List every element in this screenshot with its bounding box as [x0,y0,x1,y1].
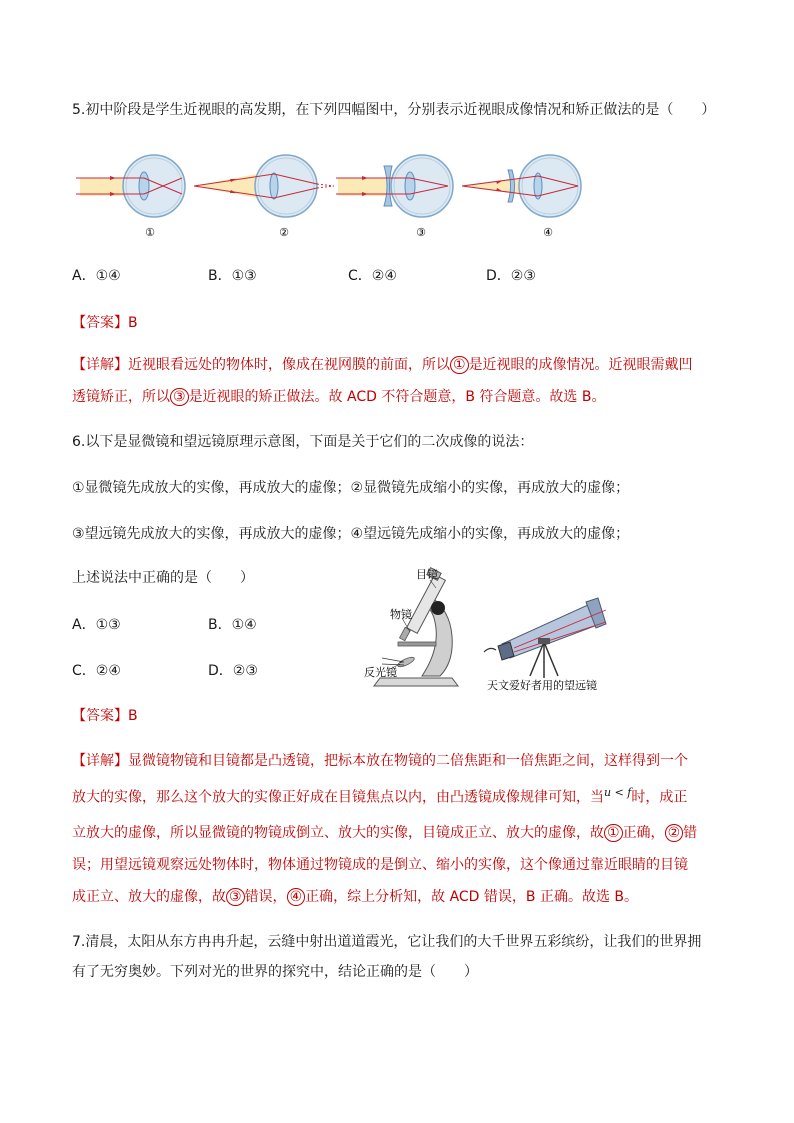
q6-option-c[interactable]: C．②④ [72,663,121,679]
q5-stem: 5.初中阶段是学生近视眼的高发期，在下列四幅图中，分别表示近视眼成像情况和矫正做法的是（ ） [72,102,716,118]
detail-tag: 【详解】 [72,357,128,373]
q6-detail-line-2: 放大的实像，那么这个放大的实像正好成在目镜焦点以内，由凸透镜成像规律可知，当$^{u < f}$时，成正 [72,786,688,806]
fig-label-1: ① [145,226,155,239]
q6-stem: 6.以下是显微镜和望远镜原理示意图，下面是关于它们的二次成像的说法： [72,434,534,450]
q6-question: 上述说法中正确的是（ ） [72,570,254,586]
q6-detail-line-5: 成正立、放大的虚像，故 ③ 错误， ④ 正确，综上分析知，故 ACD 错误，B 正确。故选 B。 [72,889,639,905]
fig-label-3: ③ [416,226,426,239]
circled-mark: ① [450,356,469,374]
q6-answer [72,705,138,725]
fig-label-4: ④ [543,226,553,239]
telescope-caption: 天文爱好者用的望远镜 [487,679,597,692]
label-mirror: 反光镜 [364,666,397,679]
answer-value: B [128,708,138,724]
q5-option-d[interactable]: D．②③ [486,268,536,284]
q5-answer [72,312,138,332]
circled-mark: ② [665,824,684,842]
circled-mark: ③ [170,388,189,406]
fig-label-2: ② [279,226,289,239]
eye-figure-3 [336,155,453,217]
q6-option-a[interactable]: A．①③ [72,617,121,633]
answer-value: B [128,315,138,331]
circled-mark: ④ [287,888,306,906]
q5-option-c[interactable]: C．②④ [348,268,397,284]
microscope-figure [360,566,470,692]
q7-stem-line-1: 7.清晨，太阳从东方冉冉升起，云缝中射出道道霞光，它让我们的大千世界五彩缤纷，让我们的世界拥 [72,934,702,950]
q5-detail-line-1: 【详解】近视眼看远处的物体时，像成在视网膜的前面，所以 ① 是近视眼的成像情况。近视眼需戴凹 [72,357,693,373]
q5-option-b[interactable]: B．①③ [208,268,257,284]
q7-stem-line-2: 有了无穷奥妙。下列对光的世界的探究中，结论正确的是（ ） [72,964,478,980]
circled-mark: ① [604,824,623,842]
formula-u-lt-f: u < f [604,786,632,799]
q6-statement-2: ③望远镜先成放大的实像，再成放大的虚像；④望远镜先成缩小的实像，再成放大的虚像； [72,526,630,542]
label-objective: 物镜 [390,608,412,621]
eye-figure-2 [194,155,334,217]
q6-detail-line-3: 立放大的虚像，所以显微镜的物镜成倒立、放大的实像，目镜成正立、放大的虚像，故 ① 正确， ② 错 [72,825,698,841]
q6-option-d[interactable]: D．②③ [208,663,258,679]
answer-tag: 【答案】 [72,315,128,331]
detail-tag: 【详解】 [72,753,128,769]
q5-eye-diagrams [72,148,592,246]
circled-mark: ③ [226,888,245,906]
q6-option-b[interactable]: B．①④ [208,617,257,633]
q6-statement-1: ①显微镜先成放大的实像，再成放大的虚像；②显微镜先成缩小的实像，再成放大的虚像； [72,480,630,496]
q6-detail-line-4: 误；用望远镜观察远处物体时，物体通过物镜成的是倒立、缩小的实像，这个像通过靠近眼睛的目镜 [72,857,688,873]
telescope-figure [478,592,608,692]
label-eyepiece: 目镜 [416,568,438,581]
q5-detail-line-2: 透镜矫正，所以 ③ 是近视眼的矫正做法。故 ACD 不符合题意，B 符合题意。故选 B。 [72,389,606,405]
eye-figure-1 [76,155,185,217]
eye-figure-4 [462,155,581,217]
q5-option-a[interactable]: A．①④ [72,268,121,284]
answer-tag: 【答案】 [72,708,128,724]
q6-detail-line-1: 【详解】显微镜物镜和目镜都是凸透镜，把标本放在物镜的二倍焦距和一倍焦距之间，这样得到一个 [72,753,688,769]
